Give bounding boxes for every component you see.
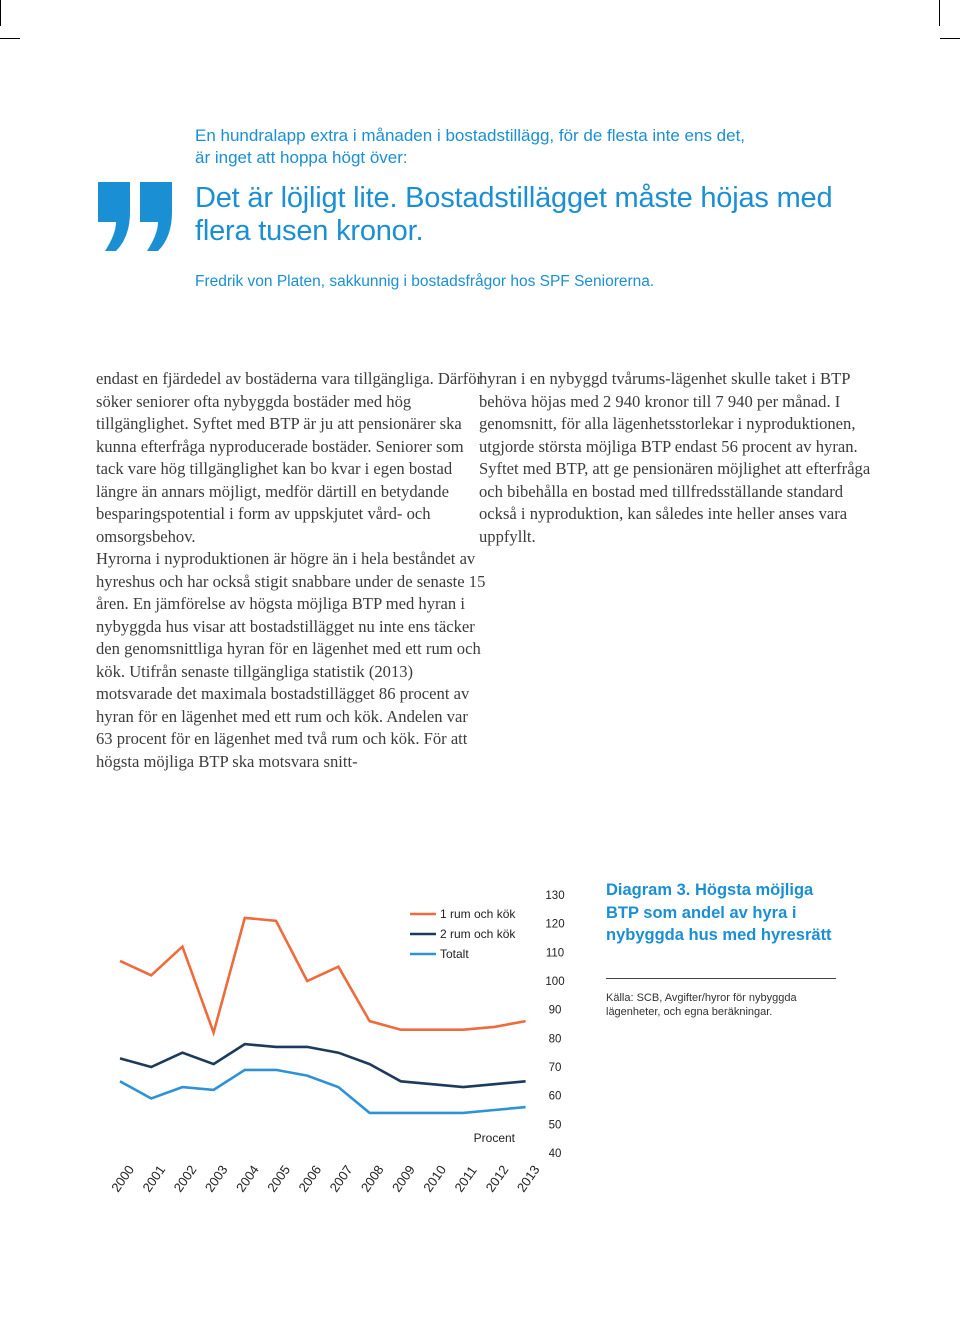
x-tick-label: 2007 <box>326 1162 356 1195</box>
body-column-left <box>96 368 488 773</box>
line-chart <box>80 870 580 1210</box>
x-tick-label: 2010 <box>420 1162 450 1195</box>
intro-text: En hundralapp extra i månaden i bostadstillägg, för de flesta inte ens det, är inget att hoppa högt över: <box>195 126 746 167</box>
x-tick-label: 2000 <box>108 1162 138 1195</box>
y-tick-label: 60 <box>548 1090 562 1103</box>
pull-quote: Det är löjligt lite. Bostadstillägget måste höjas med flera tusen kronor. <box>195 182 833 247</box>
y-tick-label: 70 <box>548 1062 562 1074</box>
y-tick-label: 80 <box>548 1033 562 1046</box>
y-axis-label: Procent <box>473 1131 515 1145</box>
legend-label: Totalt <box>440 947 469 961</box>
crop-mark-right <box>940 38 960 39</box>
legend-label: 1 rum och kök <box>440 907 516 921</box>
y-tick-label: 120 <box>545 918 565 931</box>
diagram-source: Källa: SCB, Avgifter/hyror för nybyggda lägenheter, och egna beräkningar. <box>606 992 797 1018</box>
x-tick-label: 2009 <box>388 1162 418 1195</box>
divider <box>606 978 836 979</box>
quote-attribution: Fredrik von Platen, sakkunnig i bostadsfrågor hos SPF Seniorerna. <box>195 273 655 290</box>
y-tick-label: 100 <box>545 976 565 988</box>
y-tick-label: 40 <box>548 1148 562 1160</box>
legend-label: 2 rum och kök <box>440 927 516 941</box>
x-tick-label: 2013 <box>513 1162 543 1195</box>
body-paragraph: Hyrorna i nyproduktionen är högre än i hela beståndet av hyreshus och har också stigit snabbare under de senaste 15 åren. En jämförelse av högsta möjliga BTP med hyran i nybyggda hus visar att bostadstillägget nu inte ens täcker den genomsnittliga hyran för en lägenhet med ett rum och kök. Utifrån senaste tillgängliga statistik (2013) motsvarade det maximala bostadstillägget 86 procent av hyran för en lägenhet med ett rum och kök. Andelen var 63 procent för en lägenhet med två rum och kök. För att högsta möjliga BTP ska motsvara snitt- <box>96 549 486 771</box>
x-tick-label: 2005 <box>264 1162 294 1195</box>
x-tick-label: 2001 <box>139 1162 169 1195</box>
y-tick-label: 130 <box>545 890 565 902</box>
y-tick-label: 110 <box>545 947 565 960</box>
body-column-right <box>479 368 879 548</box>
body-paragraph: endast en fjärdedel av bostäderna vara tillgängliga. Därför söker seniorer ofta nybyggda bostäder med hög tillgänglighet. Syftet med BTP är ju att pensionärer ska kunna efterfråga nyproducerade bostäder. Seniorer som tack vare hög tillgänglighet kan bo kvar i egen bostad längre än annars möjligt, medför därtill en betydande besparingspotential i form av uppskjutet vård- och omsorgsbehov. <box>96 369 483 546</box>
series-line-3 <box>120 1070 526 1113</box>
crop-mark-top-right <box>939 0 940 26</box>
y-tick-label: 50 <box>548 1119 562 1132</box>
body-paragraph: Syftet med BTP, att ge pensionären möjlighet att efterfråga och bibehålla en bostad med tillfredsställande standard också i nyproduktion, kan således inte heller anses vara uppfyllt. <box>479 459 871 546</box>
crop-mark-top-left <box>0 0 1 26</box>
y-tick-label: 90 <box>548 1004 562 1017</box>
diagram-title: Diagram 3. Högsta möjliga BTP som andel av hyra i nybyggda hus med hyresrätt <box>606 881 832 944</box>
x-tick-label: 2008 <box>357 1162 387 1195</box>
x-tick-label: 2004 <box>232 1162 262 1195</box>
x-tick-label: 2002 <box>170 1162 200 1195</box>
x-tick-label: 2003 <box>201 1162 231 1195</box>
x-tick-label: 2012 <box>482 1162 512 1195</box>
body-paragraph: hyran i en nybyggd tvårums-lägenhet skulle taket i BTP behöva höjas med 2 940 kronor till 7 940 per månad. I genomsnitt, för alla lägenhetsstorlekar i nyproduktionen, utgjorde största möjliga BTP endast 56 procent av hyran. <box>479 369 858 456</box>
quote-mark-icon <box>96 182 178 252</box>
x-tick-label: 2006 <box>295 1162 325 1195</box>
crop-mark-left <box>0 38 20 39</box>
x-tick-label: 2011 <box>451 1163 480 1195</box>
